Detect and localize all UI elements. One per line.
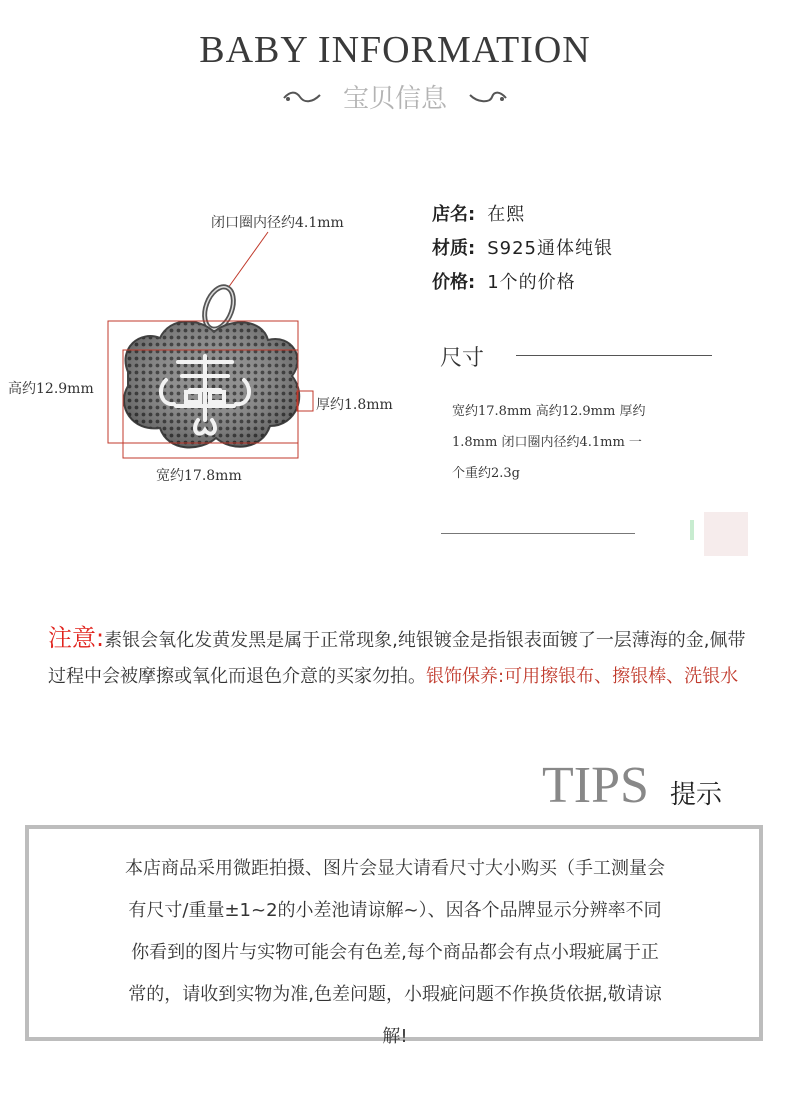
info-material	[432, 234, 613, 260]
size-heading: 尺寸	[440, 346, 485, 371]
size-divider	[516, 355, 712, 356]
width-label: 宽约17.8mm	[156, 468, 242, 484]
tips-title: TIPS	[542, 757, 649, 814]
decor-mark	[690, 520, 694, 540]
right-swirl-icon	[468, 89, 508, 105]
product-image	[0, 180, 420, 500]
info-price	[432, 268, 576, 294]
decor-block	[704, 512, 748, 556]
subtitle-row	[0, 78, 790, 115]
info-price-key: 价格:	[432, 272, 476, 293]
left-swirl-icon	[282, 89, 322, 105]
tips-text	[60, 848, 730, 1058]
notice-body: 素银会氧化发黄发黑是属于正常现象,纯银镀金是指银表面镀了一层薄海的金,佩带过程中会被摩擦或氧化而退色介意的买家勿拍。	[48, 630, 746, 687]
tips-line-1: 本店商品采用微距拍摄、图片会显大请看尺寸大小购买（手工测量会	[125, 858, 665, 879]
info-price-value: 1个的价格	[487, 272, 576, 293]
info-material-key: 材质:	[432, 238, 476, 259]
tips-line-3: 你看到的图片与实物可能会有色差,每个商品都会有点小瑕疵属于正	[131, 942, 659, 963]
thickness-label: 厚约1.8mm	[316, 397, 393, 413]
tips-line-4: 常的，请收到实物为准,色差问题，小瑕疵问题不作换货依据,敬请谅	[128, 984, 662, 1005]
lower-divider	[441, 533, 635, 534]
size-line-1: 宽约17.8mm 高约12.9mm 厚约	[452, 404, 646, 419]
tips-line-2: 有尺寸/重量±1~2的小差池请谅解~）、因各个品牌显示分辨率不同	[128, 900, 662, 921]
info-shop	[432, 200, 525, 226]
tips-subtitle: 提示	[670, 780, 723, 810]
info-shop-key: 店名:	[432, 204, 476, 225]
notice-label: 注意:	[48, 624, 105, 652]
height-label: 高约12.9mm	[8, 381, 94, 397]
size-description	[452, 396, 710, 489]
info-shop-value: 在熙	[487, 204, 526, 225]
ring-diameter-label: 闭口圈内径约4.1mm	[211, 215, 344, 231]
care-tip: 银饰保养:可用擦银布、擦银棒、洗银水	[426, 666, 739, 687]
page-subtitle: 宝贝信息	[342, 84, 447, 114]
notice-paragraph	[48, 620, 760, 695]
size-line-3: 个重约2.3g	[452, 466, 520, 481]
tips-line-5: 解!	[382, 1026, 408, 1047]
page-title: BABY INFORMATION	[199, 29, 591, 71]
info-material-value: S925通体纯银	[487, 238, 613, 259]
size-line-2: 1.8mm 闭口圈内径约4.1mm 一	[452, 435, 642, 450]
